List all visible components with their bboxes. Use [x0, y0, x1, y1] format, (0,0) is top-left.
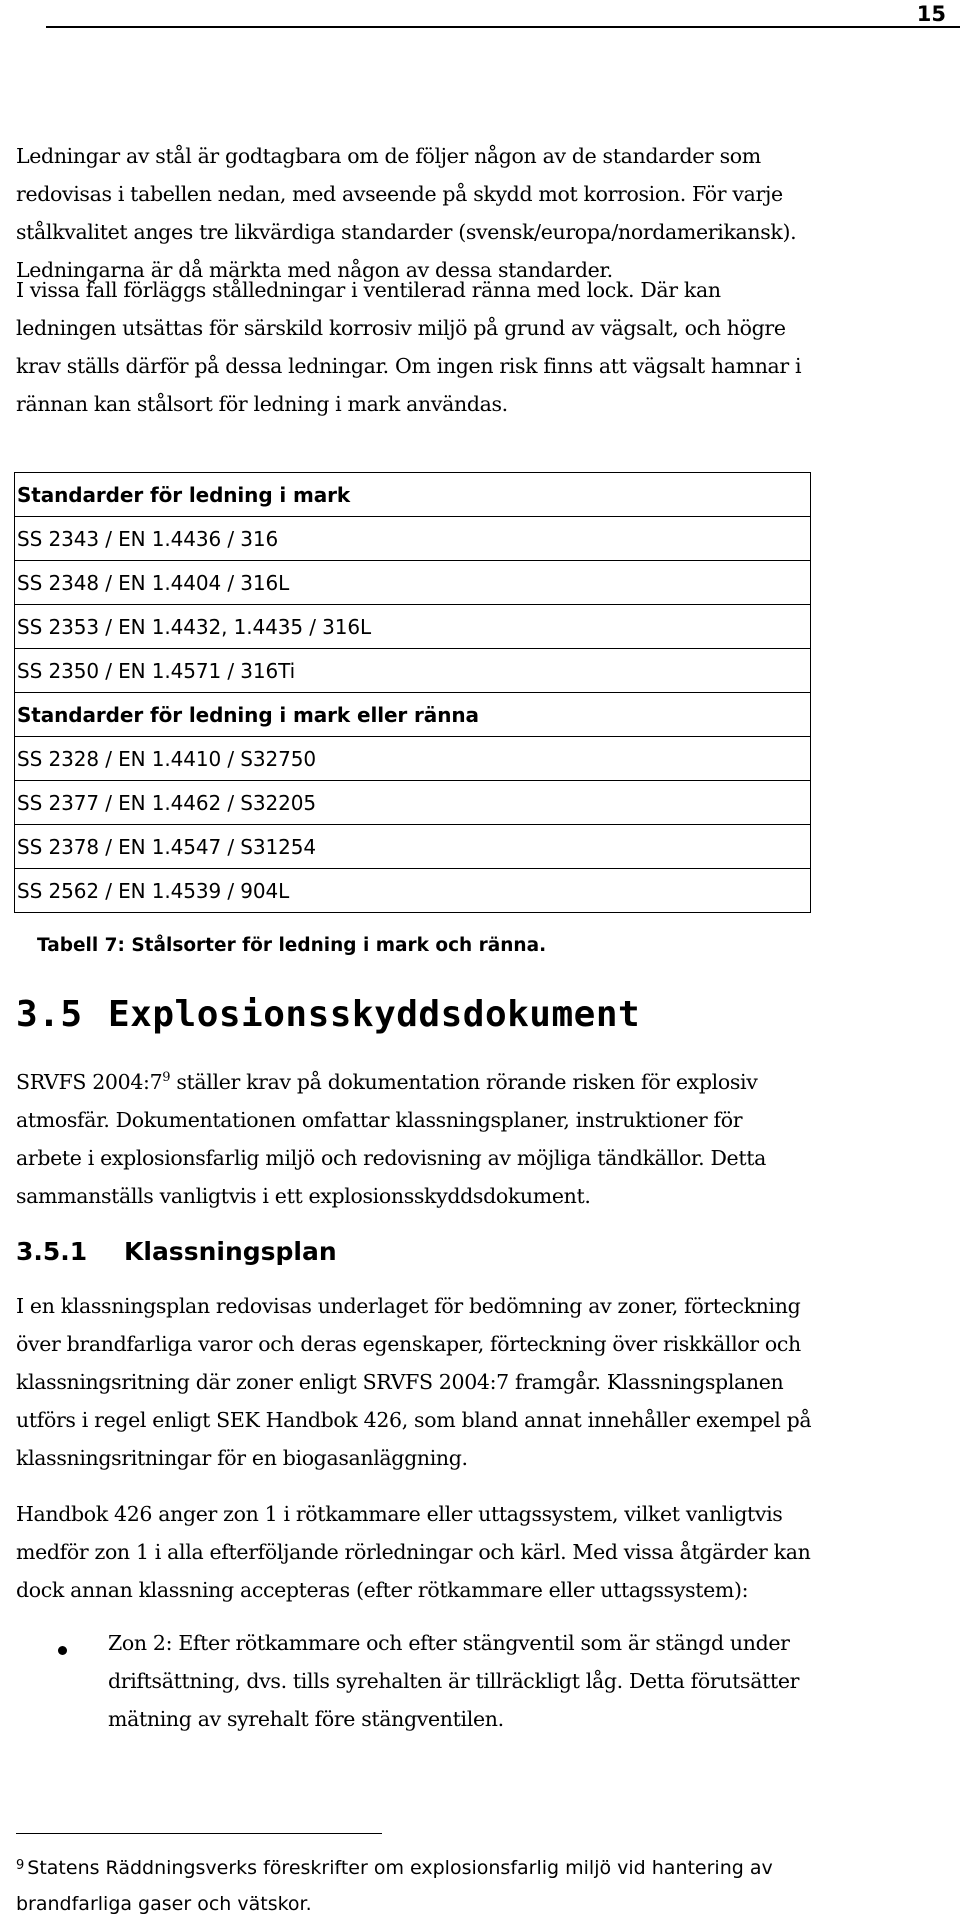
regulation-reference: SRVFS 2004:7: [16, 1070, 163, 1094]
table-group-header: Standarder för ledning i mark: [15, 473, 811, 517]
section-paragraph: [16, 1063, 956, 1215]
table-row: [15, 825, 811, 869]
intro-paragraph-1: [16, 137, 956, 289]
text-fragment: ställer krav på dokumentation rörande risken för explosiv: [170, 1070, 758, 1094]
table-caption: Tabell 7: Stålsorter för ledning i mark och ränna.: [37, 935, 547, 956]
table-cell: SS 2348 / EN 1.4404 / 316L: [15, 561, 811, 605]
bullet-list-item: [108, 1624, 958, 1738]
table-row: [15, 737, 811, 781]
text-line: Zon 2: Efter rötkammare och efter stängventil som är stängd under: [108, 1631, 790, 1655]
text-line: sammanställs vanligtvis i ett explosionsskyddsdokument.: [16, 1184, 591, 1208]
table-group-header: Standarder för ledning i mark eller ränna: [15, 693, 811, 737]
text-line: utförs i regel enligt SEK Handbok 426, som bland annat innehåller exempel på: [16, 1408, 812, 1432]
table-cell: SS 2377 / EN 1.4462 / S32205: [15, 781, 811, 825]
text-line: [16, 1850, 956, 1886]
text-line: klassningsritning där zoner enligt SRVFS 2004:7 framgår. Klassningsplanen: [16, 1370, 784, 1394]
text-line: mätning av syrehalt före stängventilen.: [108, 1707, 504, 1731]
text-line: Ledningarna är då märkta med någon av dessa standarder.: [16, 258, 613, 282]
text-line: atmosfär. Dokumentationen omfattar klassningsplaner, instruktioner för: [16, 1108, 743, 1132]
table-group-header-row: [15, 693, 811, 737]
text-line: driftsättning, dvs. tills syrehalten är tillräckligt låg. Detta förutsätter: [108, 1669, 800, 1693]
footnote-text: Statens Räddningsverks föreskrifter om explosionsfarlig miljö vid hantering av: [27, 1857, 773, 1879]
text-line: I vissa fall förläggs stålledningar i ventilerad ränna med lock. Där kan: [16, 278, 721, 302]
text-line: Ledningar av stål är godtagbara om de följer någon av de standarder som: [16, 144, 761, 168]
table-cell: SS 2353 / EN 1.4432, 1.4435 / 316L: [15, 605, 811, 649]
text-line: medför zon 1 i alla efterföljande rörledningar och kärl. Med vissa åtgärder kan: [16, 1540, 811, 1564]
page-number: 15: [916, 2, 946, 26]
text-line: arbete i explosionsfarlig miljö och redovisning av möjliga tändkällor. Detta: [16, 1146, 766, 1170]
text-line: dock annan klassning accepteras (efter rötkammare eller uttagssystem):: [16, 1578, 749, 1602]
section-number: 3.5: [16, 994, 83, 1035]
footnote-separator: [16, 1833, 382, 1834]
text-line: rännan kan stålsort för ledning i mark användas.: [16, 392, 508, 416]
subsection-heading: [16, 1237, 337, 1266]
text-line: stålkvalitet anges tre likvärdiga standarder (svensk/europa/nordamerikansk).: [16, 220, 797, 244]
section-title: Explosionsskyddsdokument: [108, 994, 641, 1035]
intro-paragraph-2: [16, 271, 956, 423]
text-line: krav ställs därför på dessa ledningar. Om ingen risk finns att vägsalt hamnar i: [16, 354, 802, 378]
table-row: [15, 869, 811, 913]
text-line: klassningsritningar för en biogasanläggning.: [16, 1446, 468, 1470]
table-cell: SS 2562 / EN 1.4539 / 904L: [15, 869, 811, 913]
text-line: Handbok 426 anger zon 1 i rötkammare eller uttagssystem, vilket vanligtvis: [16, 1502, 783, 1526]
text-line: redovisas i tabellen nedan, med avseende på skydd mot korrosion. För varje: [16, 182, 783, 206]
text-line: över brandfarliga varor och deras egenskaper, förteckning över riskkällor och: [16, 1332, 801, 1356]
bullet-icon: [58, 1646, 67, 1655]
subsection-number: 3.5.1: [16, 1237, 88, 1266]
table-cell: SS 2350 / EN 1.4571 / 316Ti: [15, 649, 811, 693]
table-cell: SS 2378 / EN 1.4547 / S31254: [15, 825, 811, 869]
text-line: ledningen utsättas för särskild korrosiv miljö på grund av vägsalt, och högre: [16, 316, 786, 340]
footnote: [16, 1850, 956, 1922]
text-line: I en klassningsplan redovisas underlaget för bedömning av zoner, förteckning: [16, 1294, 801, 1318]
table-row: [15, 649, 811, 693]
footnote-marker: 9: [16, 1858, 25, 1873]
section-heading: [16, 994, 640, 1035]
text-line: brandfarliga gaser och vätskor.: [16, 1893, 312, 1915]
subsection-paragraph-1: [16, 1287, 956, 1477]
table-cell: SS 2343 / EN 1.4436 / 316: [15, 517, 811, 561]
subsection-paragraph-2: [16, 1495, 956, 1609]
text-line: [16, 1063, 956, 1101]
table-row: [15, 781, 811, 825]
table-row: [15, 561, 811, 605]
footnote-reference[interactable]: 9: [162, 1070, 171, 1085]
table-row: [15, 517, 811, 561]
table-row: [15, 605, 811, 649]
table-group-header-row: [15, 473, 811, 517]
table-cell: SS 2328 / EN 1.4410 / S32750: [15, 737, 811, 781]
header-rule: [46, 26, 960, 28]
standards-table: [14, 472, 811, 913]
subsection-title: Klassningsplan: [124, 1237, 337, 1266]
